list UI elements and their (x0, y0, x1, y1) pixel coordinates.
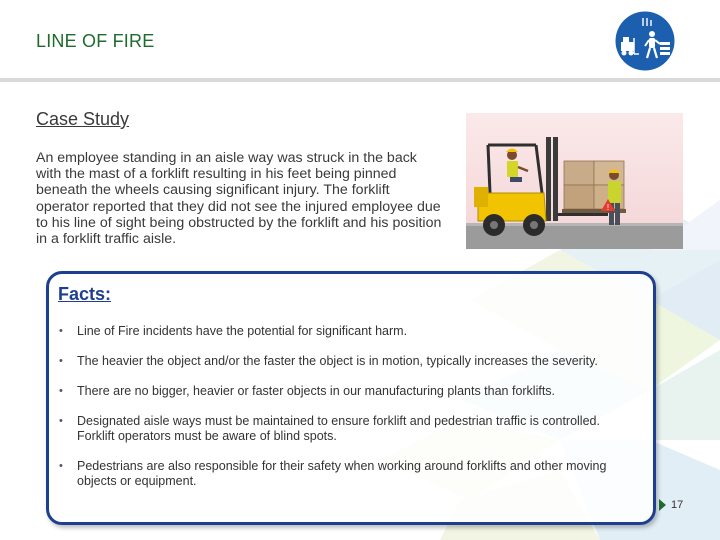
slide-title: LINE OF FIRE (36, 31, 155, 51)
case-study-heading: Case Study (36, 109, 130, 129)
list-item (58, 324, 628, 339)
pedestrian-forklift-safety-icon (612, 8, 678, 74)
bullet-icon: • (59, 325, 63, 337)
forklift-pedestrian-illustration (466, 113, 683, 249)
list-item (58, 384, 628, 399)
bullet-icon: • (59, 460, 63, 472)
fact-text: Line of Fire incidents have the potential for significant harm. (77, 324, 408, 338)
bullet-icon: • (59, 385, 63, 397)
fact-text: Designated aisle ways must be maintained to ensure forklift and pedestrian traffic is controlled. Forklift operators must be aware of blind spots. (77, 414, 600, 443)
page-marker-icon (658, 498, 668, 512)
list-item (58, 354, 628, 369)
header-divider (0, 78, 720, 82)
fact-text: The heavier the object and/or the faster the object is in motion, typically increases the severity. (77, 354, 598, 368)
fact-text: There are no bigger, heavier or faster objects in our manufacturing plants than forklifts. (77, 384, 556, 398)
bullet-icon: • (59, 415, 63, 427)
page-number: 17 (671, 499, 684, 511)
svg-text:!: ! (606, 203, 610, 212)
facts-heading: Facts: (58, 284, 112, 304)
facts-list (58, 324, 628, 504)
bullet-icon: • (59, 355, 63, 367)
list-item (58, 459, 628, 489)
fact-text: Pedestrians are also responsible for their safety when working around forklifts and other moving objects or equipment. (77, 459, 607, 488)
case-study-text: An employee standing in an aisle way was struck in the back with the mast of a forklift resulting in his feet being pinned beneath the wheels causing significant injury. The forklift operator reported that they did not see the injured employee due to his line of sight being obstructed by the forklift and his position in a forklift traffic aisle. (36, 150, 442, 248)
list-item (58, 414, 628, 444)
